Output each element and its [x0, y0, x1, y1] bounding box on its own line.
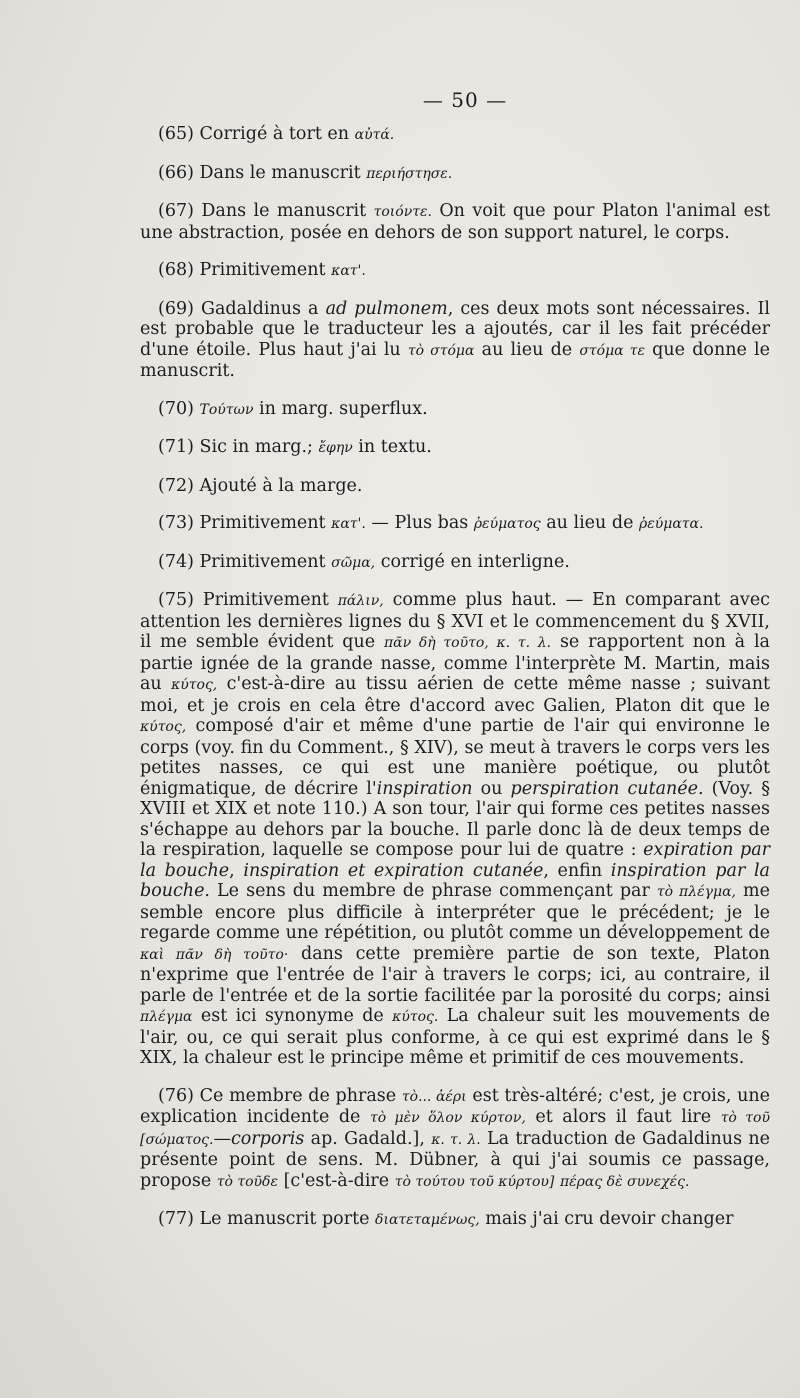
footnote	[140, 1086, 770, 1193]
greek-text: τὸ τούτου τοῦ κύρτου]	[394, 1173, 555, 1190]
greek-text: τὸ μὲν ὅλον κύρτον,	[369, 1110, 526, 1126]
note-text: Primitivement	[199, 551, 332, 572]
footnote-number: (75)	[158, 590, 194, 610]
greek-text: τοιόντε.	[373, 204, 432, 220]
note-text: mais j'ai cru devoir changer	[479, 1209, 734, 1229]
greek-text: κύτος,	[140, 719, 187, 735]
note-text: Primitivement	[199, 260, 332, 280]
note-text: Primitivement	[199, 513, 332, 533]
note-text: ,	[229, 860, 244, 881]
note-text: dans cette première partie de son texte, Platon n'exprime que l'entrée de l'air à travers le corps; ici, au contraire, il parle de l'entrée et de la sortie facilitée par la porosité du corps; ainsi	[140, 943, 770, 1006]
note-text: ap. Gadald.],	[304, 1128, 432, 1149]
footnote	[140, 476, 770, 497]
footnote-number: (74)	[158, 551, 194, 572]
greek-text: πέρας δὲ συνεχές.	[559, 1173, 690, 1190]
footnote	[140, 437, 770, 459]
note-text: au lieu de	[540, 513, 639, 533]
note-text: [c'est-à-dire	[278, 1170, 395, 1191]
greek-text: πᾶν δὴ τοῦτο, κ. τ. λ.	[383, 635, 552, 651]
greek-text: τὸ πλέγμα,	[656, 884, 736, 900]
footnote	[140, 513, 770, 535]
footnote	[140, 590, 770, 1069]
footnotes	[140, 124, 770, 1248]
italic-text: corporis	[230, 1128, 305, 1149]
note-text: Dans le manuscrit	[201, 201, 374, 221]
footnote-number: (68)	[158, 260, 194, 280]
footnote	[140, 299, 770, 382]
footnote	[140, 399, 770, 421]
greek-text: καὶ πᾶν δὴ τοῦτο·	[140, 946, 289, 963]
note-text: La traduction de Gadaldinus ne présente point de sens. M. Dübner, à qui j'ai soumis ce passage, propose	[140, 1128, 770, 1191]
footnote	[140, 163, 770, 185]
greek-text: περιήστησε.	[366, 165, 453, 182]
note-text: , enfin	[543, 860, 611, 881]
greek-text: ἔφην	[318, 440, 353, 456]
note-text: in marg. superflux.	[253, 398, 428, 419]
greek-text: σῶμα,	[331, 554, 376, 571]
greek-text: διατεταμένως,	[375, 1212, 480, 1228]
footnote-number: (71)	[158, 437, 194, 457]
greek-text: τὸ στόμα	[407, 342, 475, 359]
footnote-number: (76)	[158, 1085, 194, 1106]
note-text: Le sens du membre de phrase commençant par	[210, 881, 657, 901]
note-text: composé d'air et même d'une partie de l'air qui environne le corps (voy. fin du Comment., § XIV), se meut à travers le corps vers les petites nasses, ce qui est une manière poétique, ou plutôt énigmatique, de décrire l'	[140, 716, 770, 799]
note-text: me semble encore plus difficile à interpréter que le précédent; je le regarde comme une répétition, ou plutôt comme un développement de	[140, 881, 770, 943]
note-text: est très-altéré; c'est, je crois, une explication incidente de	[140, 1085, 770, 1127]
page-number: — 50 —	[422, 88, 508, 112]
note-text: et alors il faut lire	[525, 1107, 721, 1127]
italic-text: inspiration par la bouche.	[140, 860, 770, 901]
footnote	[140, 552, 770, 574]
greek-text: κατ'.	[331, 516, 366, 532]
footnote	[140, 124, 770, 146]
note-text: ou	[472, 778, 511, 799]
note-text: au lieu de	[474, 339, 580, 360]
greek-text: ῥεύματος	[473, 516, 541, 532]
greek-text: στόμα τε	[579, 342, 645, 359]
italic-text: inspiration et expiration cutanée	[243, 860, 544, 881]
greek-text: πάλιν,	[337, 593, 384, 609]
greek-text: τὸ τοῦδε	[216, 1173, 278, 1190]
italic-text: inspiration	[376, 778, 473, 799]
greek-text: κατ'.	[331, 263, 366, 279]
note-text: , ces deux mots sont nécessaires. Il est probable que le traducteur les a ajoutés, car il les fait précéder d'une étoile. Plus haut j'ai lu	[140, 298, 770, 360]
footnote	[140, 260, 770, 282]
greek-text: τὸ τοῦ [σώματος.	[140, 1110, 770, 1148]
note-text: —	[213, 1128, 231, 1149]
note-text: La chaleur suit les mouvements de l'air, ou, ce qui serait plus conforme, à ce qui est exprimé dans le § XIX, la chaleur est le principe même et primitif de ces mouvements.	[140, 1006, 770, 1068]
note-text: Sic in marg.;	[199, 437, 319, 457]
note-text: Le manuscrit porte	[199, 1209, 376, 1229]
note-text: est ici synonyme de	[192, 1006, 393, 1026]
note-text: se rapportent non à la partie ignée de la grande nasse, comme l'interprète M. Martin, mais au	[140, 632, 770, 694]
greek-text: αὐτά.	[354, 127, 395, 143]
greek-text: κ. τ. λ.	[431, 1131, 481, 1148]
italic-text: expiration par la bouche	[140, 840, 770, 881]
note-text: Ajouté à la marge.	[199, 475, 363, 496]
footnote-number: (73)	[158, 513, 194, 533]
note-text: — Plus bas	[365, 513, 474, 533]
footnote-number: (70)	[158, 398, 194, 419]
greek-text: τὸ... ἀέρι	[401, 1088, 467, 1105]
note-text: comme plus haut. — En comparant avec attention les dernières lignes du § XVI et le commencement du § XVII, il me semble évident que	[140, 590, 770, 652]
note-text: On voit que pour Platon l'animal est une abstraction, posée en dehors de son support naturel, le corps.	[140, 201, 770, 243]
note-text: Dans le manuscrit	[199, 162, 367, 183]
note-text: Primitivement	[202, 590, 338, 610]
note-text: (Voy. § XVIII et XIX et note 110.) A son tour, l'air qui forme ces petites nasses s'échappe au dehors par la bouche. Il parle donc là de deux temps de la respiration, laquelle se compose pour lui de quatre :	[140, 778, 770, 860]
footnote-number: (66)	[158, 162, 194, 183]
greek-text: πλέγμα	[140, 1009, 193, 1025]
footnote-number: (72)	[158, 475, 194, 496]
footnote	[140, 201, 770, 243]
note-text: corrigé en interligne.	[375, 551, 570, 572]
footnote-number: (77)	[158, 1209, 194, 1229]
footnote	[140, 1209, 770, 1231]
note-text: Corrigé à tort en	[199, 124, 355, 144]
note-text: c'est-à-dire au tissu aérien de cette même nasse ; suivant moi, et je crois en cela être d'accord avec Galien, Platon dit que le	[140, 674, 770, 716]
note-text: que donne le manuscrit.	[140, 339, 770, 381]
italic-text: perspiration cutanée.	[510, 778, 704, 799]
note-text: Ce membre de phrase	[199, 1085, 402, 1106]
footnote-number: (69)	[158, 298, 194, 319]
footnote-number: (67)	[158, 201, 194, 221]
greek-text: κύτος.	[392, 1009, 439, 1025]
note-text: Gadaldinus a	[201, 298, 326, 319]
italic-text: ad pulmonem	[325, 298, 448, 319]
greek-text: Τούτων	[199, 401, 254, 418]
footnote-number: (65)	[158, 124, 194, 144]
greek-text: κύτος,	[171, 677, 218, 693]
greek-text: ῥεύματα.	[639, 516, 704, 532]
note-text: in textu.	[352, 437, 432, 457]
